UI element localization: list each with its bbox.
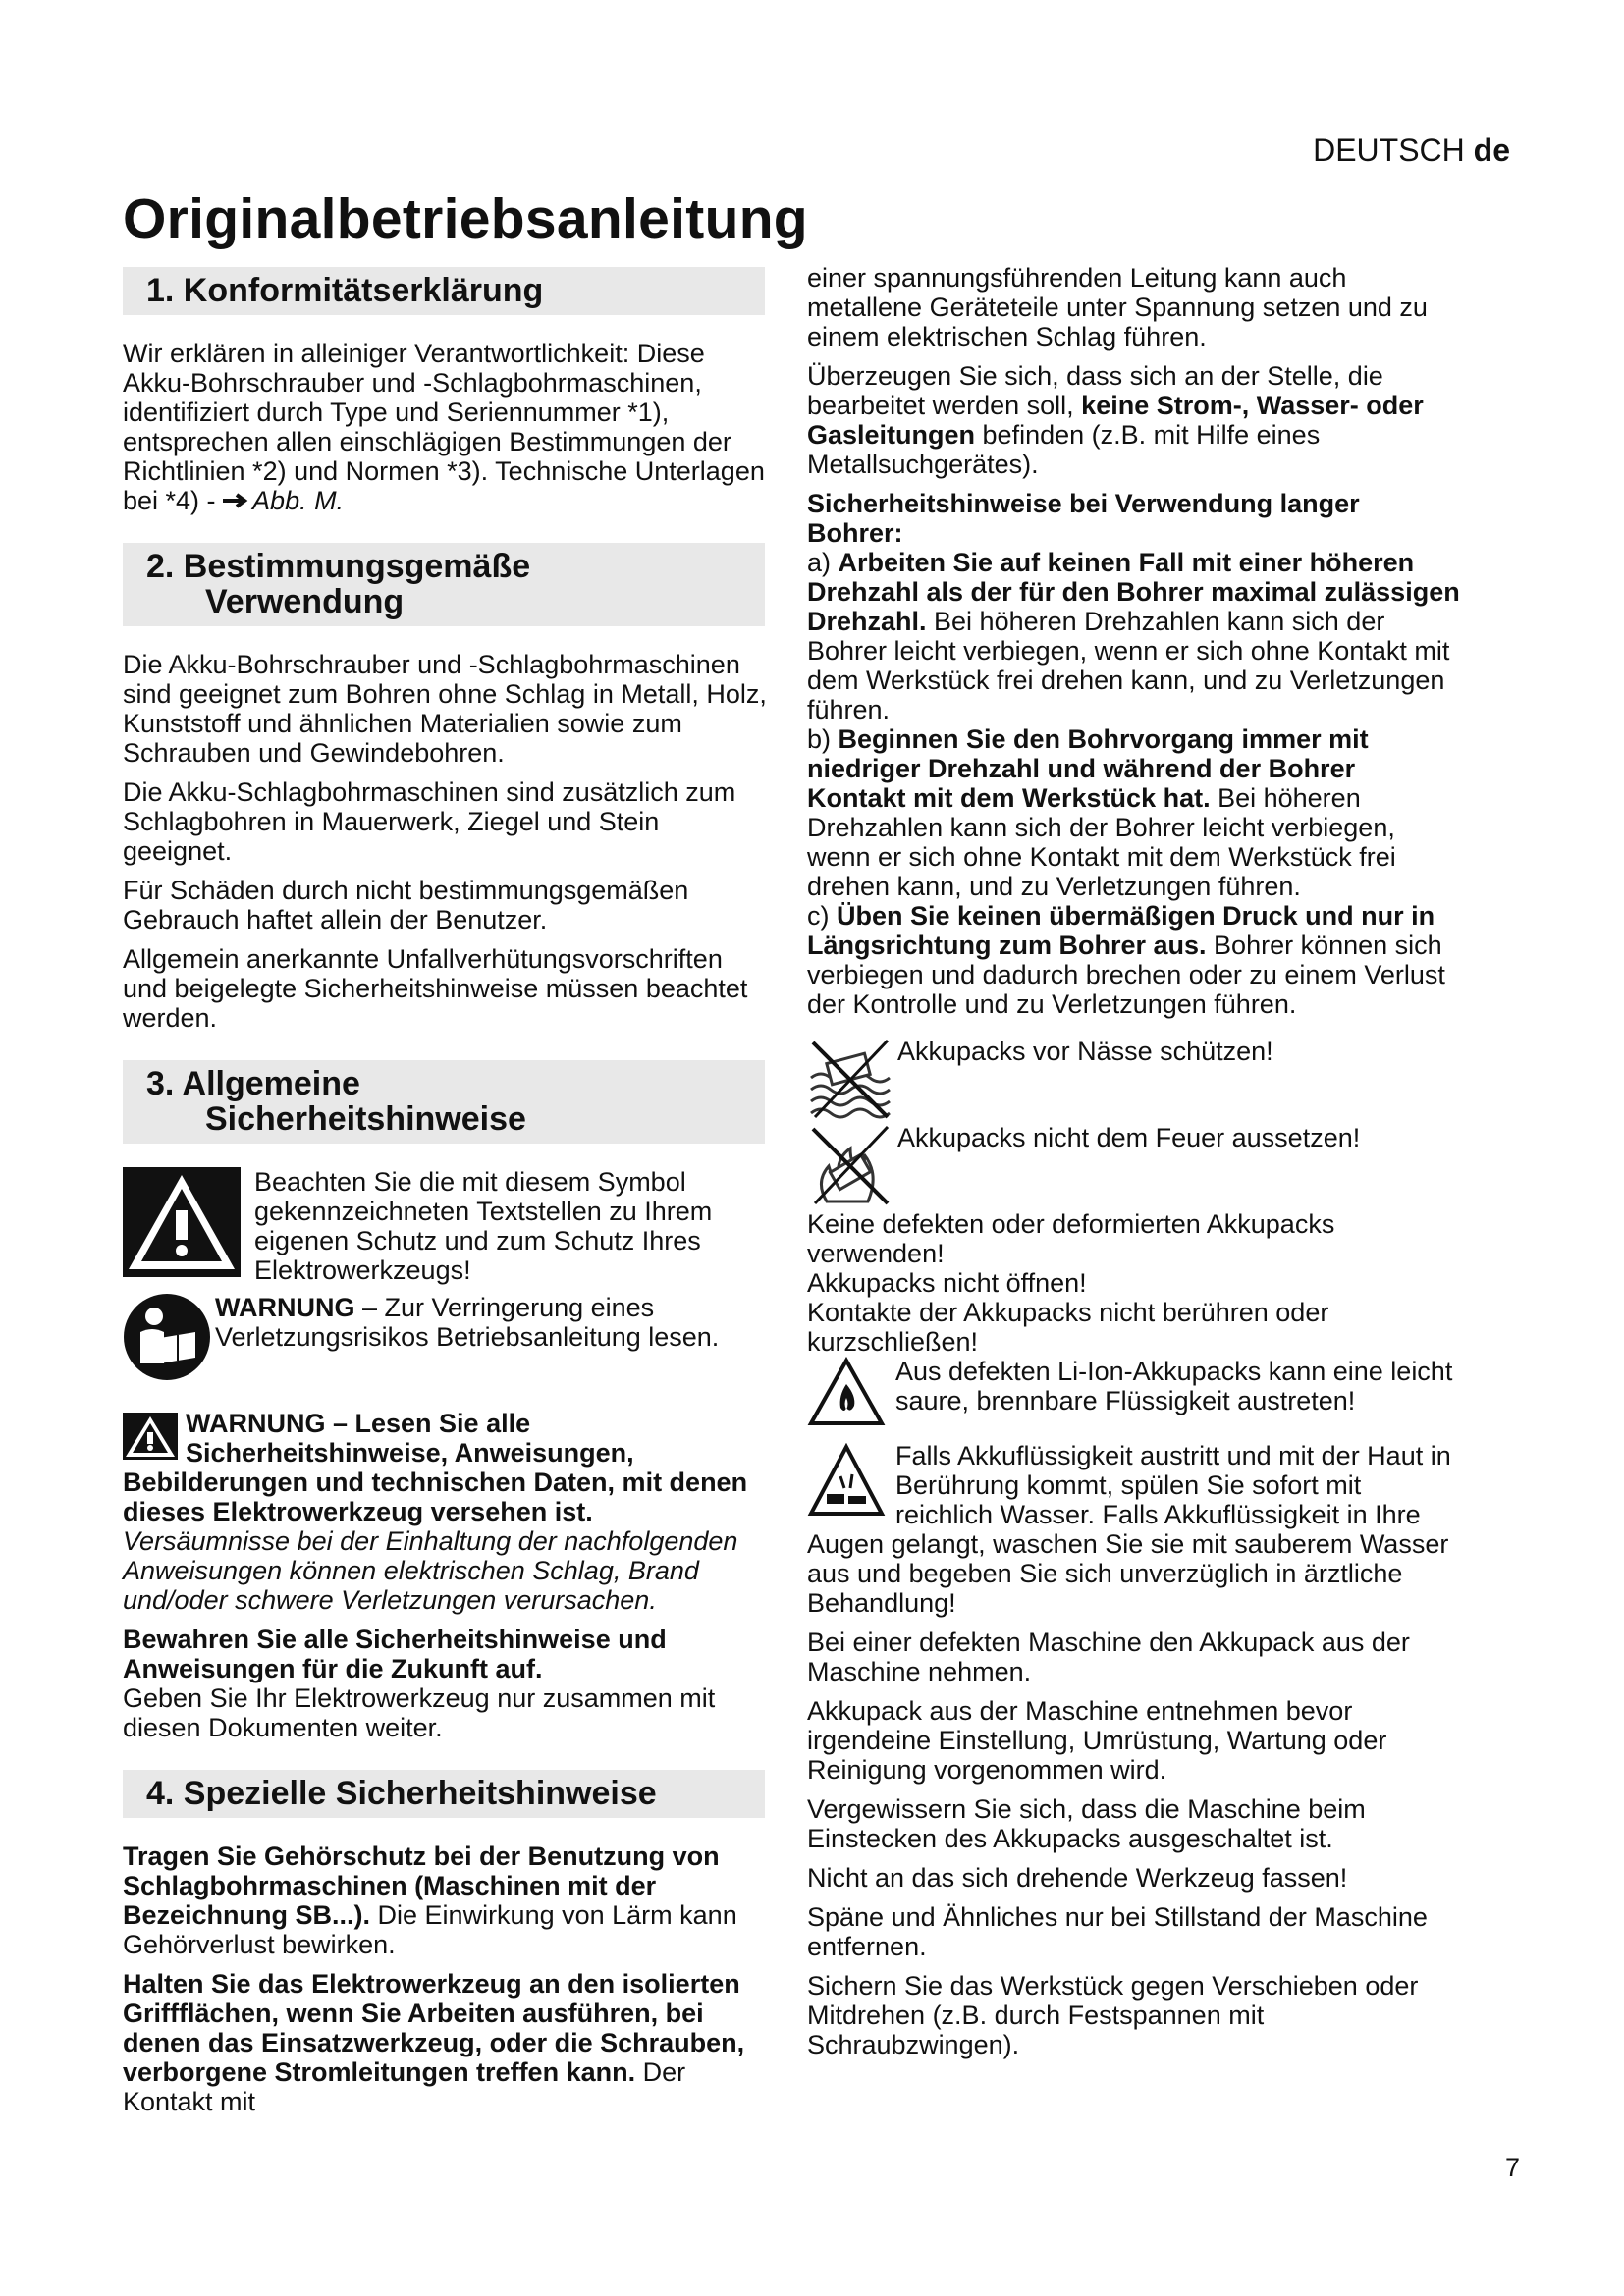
usage-paragraph-4: Allgemein anerkannte Unfallverhütungsvorschriften und beigelegte Sicherheitshinweise müssen beachtet werden. [123, 944, 748, 1033]
read-manual-icon [123, 1293, 211, 1387]
wet-note [807, 1037, 1460, 1121]
usage-paragraph-1: Die Akku-Bohrschrauber und -Schlagbohrmaschinen sind geeignet zum Bohren ohne Schlag in Metall, Holz, Kunststoff und ähnlichen Materialien sowie zum Schrauben und Gewindebohren. [123, 650, 767, 768]
section-heading-2-line2: Verwendung [205, 583, 405, 620]
section-heading-1: 1. Konformitätserklärung [123, 267, 765, 315]
section-heading-4: 4. Spezielle Sicherheitshinweise [123, 1770, 765, 1818]
section-heading-3-line2: Sicherheitshinweise [205, 1100, 526, 1138]
chips-text: Späne und Ähnliches nur bei Stillstand der Maschine entfernen. [807, 1902, 1428, 1961]
usage-paragraph-2: Die Akku-Schlagbohrmaschinen sind zusätzlich zum Schlagbohren in Mauerwerk, Ziegel und Stein geeignet. [123, 777, 736, 866]
language-label: DEUTSCH [1313, 133, 1465, 168]
symbol-note-text: Beachten Sie die mit diesem Symbol gekennzeichneten Textstellen zu Ihrem eigenen Schutz und zum Schutz Ihres Elektrowerkzeugs! [254, 1167, 713, 1285]
check-lines [807, 361, 1460, 479]
fire-note [807, 1123, 1460, 1207]
check-lines-bold: keine Strom-, Wasser- oder Gasleitungen [807, 391, 1424, 450]
defect-machine-text: Bei einer defekten Maschine den Akkupack aus der Maschine nehmen. [807, 1628, 1410, 1686]
item-c-text: Bohrer können sich verbiegen und dadurch brechen oder zu einem Verlust der Kontrolle und zu Verletzungen führen. [807, 931, 1445, 1019]
general-warning [123, 1409, 771, 1526]
liion-note [807, 1357, 1460, 1433]
read-manual-body: – Zur Verringerung eines Verletzungsrisikos Betriebsanleitung lesen. [215, 1293, 720, 1352]
read-manual-note [123, 1293, 771, 1387]
figure-reference: Abb. M. [252, 486, 345, 515]
continuation-text: einer spannungsführenden Leitung kann auch metallene Geräteteile unter Spannung setzen und zu einem elektrischen Schlag führen. [807, 263, 1428, 351]
no-fire-icon [807, 1123, 892, 1213]
language-header [1313, 133, 1510, 169]
liion-text: Aus defekten Li-Ion-Akkupacks kann eine leicht saure, brennbare Flüssigkeit austreten! [895, 1357, 1453, 1415]
symbol-note [123, 1167, 771, 1285]
long-drill-block [807, 489, 1460, 1019]
item-a-prefix: a) [807, 548, 839, 577]
item-a-text: Bei höheren Drehzahlen kann sich der Bohrer leicht verbiegen, wenn er sich ohne Kontakt mit dem Werkstück frei drehen kann, und zu Verletzungen führen. [807, 607, 1450, 724]
switched-off-text: Vergewissern Sie sich, dass die Maschine beim Einstecken des Akkupacks ausgeschaltet ist. [807, 1794, 1366, 1853]
read-manual-text [215, 1293, 771, 1352]
remove-battery-text: Akkupack aus der Maschine entnehmen bevor irgendeine Einstellung, Umrüstung, Wartung oder Reinigung vorgenommen wird. [807, 1696, 1387, 1785]
long-drill-heading: Sicherheitshinweise bei Verwendung langer Bohrer: [807, 489, 1360, 548]
hearing-protection-bold: Tragen Sie Gehörschutz bei der Benutzung von Schlagbohrmaschinen (Maschinen mit der Bezeichnung SB...). [123, 1842, 720, 1930]
language-code: de [1473, 133, 1510, 168]
hearing-protection-text: Die Einwirkung von Lärm kann Gehörverlust bewirken. [123, 1900, 737, 1959]
defect-text: Keine defekten oder deformierten Akkupacks verwenden! [807, 1209, 1335, 1268]
item-c-prefix: c) [807, 901, 837, 931]
contacts-text: Kontakte der Akkupacks nicht berühren oder kurzschließen! [807, 1298, 1329, 1357]
flammable-warning-icon [807, 1357, 886, 1433]
corrosive-warning-icon [807, 1443, 886, 1523]
section-heading-2 [123, 543, 765, 626]
fluid-text: Falls Akkuflüssigkeit austritt und mit der Haut in Berührung kommt, spülen Sie sofort mit reichlich Wasser. Falls Akkuflüssigkeit in Ihre Augen gelangt, waschen Sie sie mit sauberem Wasser aus und begeben Sie sich unverzüglich in ärztliche Behandlung! [807, 1441, 1451, 1618]
insulated-grip-bold: Halten Sie das Elektrowerkzeug an den isolierten Griffflächen, wenn Sie Arbeiten ausführen, bei denen das Einsatzwerkzeug, oder die Schrauben, verborgene Stromleitungen treffen kann. [123, 1969, 745, 2087]
warning-label: WARNUNG [215, 1293, 355, 1322]
general-warning-italic: Versäumnisse bei der Einhaltung der nachfolgenden Anweisungen können elektrischen Schlag, Brand und/oder schwere Verletzungen verursachen. [123, 1526, 738, 1615]
conformity-body: Wir erklären in alleiniger Verantwortlichkeit: Diese Akku-Bohrschrauber und -Schlagbohrmaschinen, identifiziert durch Type und Seriennummer *1), entsprechen allen einschlägigen Bestimmungen der Richtlinien *2) und Normen *3). Technische Unterlagen bei *4) - [123, 339, 765, 515]
conformity-text [123, 339, 771, 515]
no-touch-text: Nicht an das sich drehende Werkzeug fassen! [807, 1863, 1348, 1893]
wet-text: Akkupacks vor Nässe schützen! [897, 1037, 1273, 1066]
keep-instructions [123, 1625, 771, 1742]
insulated-grip-text: Der Kontakt mit [123, 2057, 686, 2116]
left-column [123, 267, 771, 2126]
check-lines-a: Überzeugen Sie sich, dass sich an der Stelle, die bearbeitet werden soll, [807, 361, 1383, 420]
small-warning-icon [123, 1413, 178, 1466]
no-water-icon [807, 1037, 892, 1127]
general-warning-bold: WARNUNG – Lesen Sie alle Sicherheitshinweise, Anweisungen, Bebilderungen und technischen Daten, mit denen dieses Elektrowerkzeug versehen ist. [123, 1409, 748, 1526]
page-number: 7 [1504, 2153, 1520, 2182]
fire-text: Akkupacks nicht dem Feuer aussetzen! [897, 1123, 1361, 1152]
item-b-prefix: b) [807, 724, 839, 754]
check-lines-c: befinden (z.B. mit Hilfe eines Metallsuchgerätes). [807, 420, 1321, 479]
insulated-grip [123, 1969, 771, 2116]
page-title: Originalbetriebsanleitung [123, 187, 808, 250]
section-heading-2-line1: 2. Bestimmungsgemäße [146, 548, 531, 585]
item-b-text: Bei höheren Drehzahlen kann sich der Bohrer leicht verbiegen, wenn er sich ohne Kontakt mit dem Werkstück frei drehen kann, und zu Verletzungen führen. [807, 783, 1396, 901]
item-a-bold: Arbeiten Sie auf keinen Fall mit einer höheren Drehzahl als der für den Bohrer maximal zulässigen Drehzahl. [807, 548, 1460, 636]
warning-triangle-icon [123, 1167, 241, 1283]
section-heading-3 [123, 1060, 765, 1144]
fluid-note [807, 1441, 1460, 1618]
section-heading-3-line1: 3. Allgemeine [146, 1065, 360, 1102]
item-b-bold: Beginnen Sie den Bohrvorgang immer mit niedriger Drehzahl und während der Bohrer Kontakt mit dem Werkstück hat. [807, 724, 1369, 813]
keep-instructions-text: Geben Sie Ihr Elektrowerkzeug nur zusammen mit diesen Dokumenten weiter. [123, 1683, 716, 1742]
open-text: Akkupacks nicht öffnen! [807, 1268, 1087, 1298]
keep-instructions-bold: Bewahren Sie alle Sicherheitshinweise und Anweisungen für die Zukunft auf. [123, 1625, 667, 1683]
right-column [807, 263, 1460, 2069]
secure-workpiece-text: Sichern Sie das Werkstück gegen Verschieben oder Mitdrehen (z.B. durch Festspannen mit Schraubzwingen). [807, 1971, 1419, 2059]
hearing-protection [123, 1842, 771, 1959]
battery-notes [807, 1209, 1460, 1357]
usage-paragraph-3: Für Schäden durch nicht bestimmungsgemäßen Gebrauch haftet allein der Benutzer. [123, 876, 689, 934]
arrow-icon [223, 486, 252, 515]
item-c-bold: Üben Sie keinen übermäßigen Druck und nur in Längsrichtung zum Bohrer aus. [807, 901, 1435, 960]
